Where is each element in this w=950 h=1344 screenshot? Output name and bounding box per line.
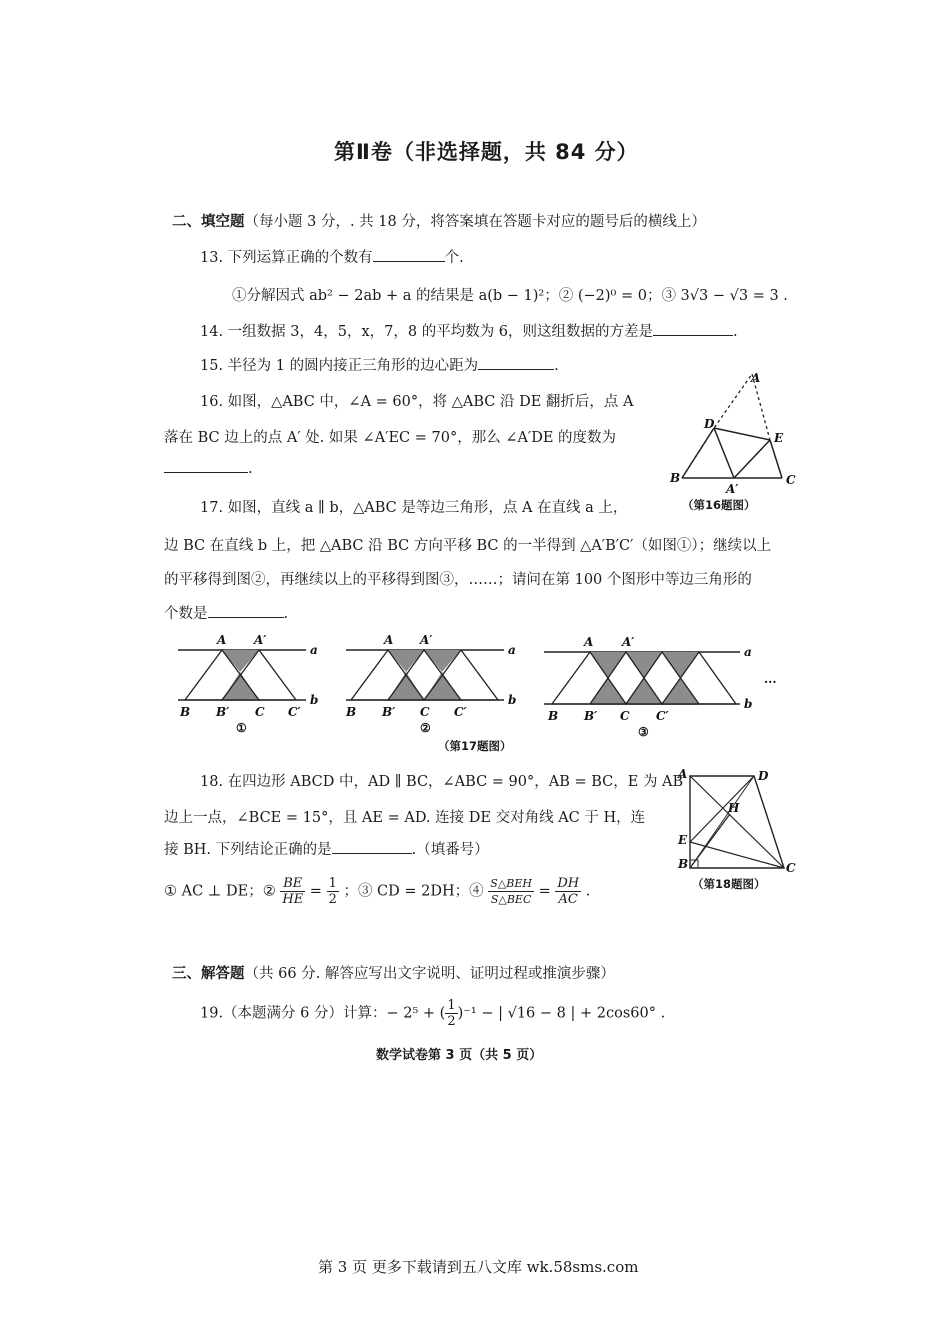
fig18-label-b: B: [678, 857, 689, 871]
q19-frac-half: [445, 998, 457, 1029]
q18-frac2-den: 2: [328, 892, 337, 907]
question-19: [200, 998, 665, 1029]
fig17-p2-label-line-b: b: [508, 693, 517, 707]
q13-answer-blank[interactable]: [373, 247, 445, 262]
q18-frac3-den: S△BEC: [490, 893, 532, 906]
q17-answer-row: [164, 602, 288, 623]
fig17-p3-label-line-b: b: [744, 697, 753, 711]
q18-frac-area: [488, 876, 534, 907]
q18-opt1: ① AC ⊥ DE；②: [164, 883, 276, 900]
q18-frac1-den: HE: [282, 892, 304, 907]
q18-frac1-num: BE: [280, 876, 305, 892]
fig17-continuation-dots: ···: [764, 675, 777, 689]
fig16-label-a-prime: A′: [726, 482, 739, 496]
fig17-panel-2: [345, 633, 516, 735]
fig17-p3-label-a: A: [584, 635, 594, 649]
fig16-caption: （第16题图）: [682, 498, 756, 512]
fig17-p2-label-line-a: a: [508, 643, 516, 657]
fig17-p1-label-b-prime: B′: [216, 705, 230, 719]
fig18-caption: （第18题图）: [692, 877, 766, 891]
q18-options: [164, 876, 590, 907]
q18-eq-2: =: [538, 883, 551, 900]
q19-stem-b: )⁻¹ − | √16 − 8 | + 2cos60° .: [457, 1005, 666, 1022]
figure-17: [170, 628, 800, 746]
q18-frac4-den: AC: [558, 892, 578, 907]
section-3-header: [172, 962, 615, 983]
section-3-note: （共 66 分. 解答应写出文字说明、证明过程或推演步骤）: [244, 966, 615, 982]
section-2-header: [172, 210, 706, 231]
fig18-label-a: A: [678, 767, 688, 781]
q14-stem: 14. 一组数据 3，4，5，x，7，8 的平均数为 6，则这组数据的方差是: [200, 324, 654, 340]
section-3-title: 三、解答题: [172, 965, 245, 982]
section-2-title: 二、填空题: [172, 213, 245, 230]
site-footer: 第 3 页 更多下载请到五八文库 wk.58sms.com: [318, 1258, 639, 1276]
question-13: [200, 246, 464, 267]
q16-line-2: 落在 BC 边上的点 A′ 处. 如果 ∠A′EC = 70°，那么 ∠A′DE 的度数为: [164, 430, 617, 446]
fig17-p3-label-a-prime: A′: [622, 635, 635, 649]
fig17-panel-1: [178, 633, 318, 735]
fig17-p2-label-a: A: [384, 633, 394, 647]
fig17-p3-label-line-a: a: [744, 645, 752, 659]
fig17-p3-number: ③: [638, 725, 649, 739]
q17-answer-blank[interactable]: [208, 603, 284, 618]
q14-end: .: [733, 324, 738, 340]
fig17-p1-label-a: A: [217, 633, 227, 647]
figure-18: [672, 764, 802, 876]
q18-line-3-end: .（填番号）: [411, 842, 489, 858]
q17-line-2: 边 BC 在直线 b 上，把 △ABC 沿 BC 方向平移 BC 的一半得到 △A′B′C′（如图①）；继续以上: [164, 538, 772, 554]
fig16-label-c: C: [786, 473, 796, 487]
fig18-label-e: E: [678, 833, 688, 847]
fig17-p2-label-c-prime: C′: [454, 705, 467, 719]
fig17-p3-label-b: B: [548, 709, 559, 723]
page-number-footer: 数学试卷第 3 页（共 5 页）: [376, 1048, 543, 1063]
q16-end: .: [248, 461, 253, 477]
fig18-label-c: C: [786, 861, 796, 875]
fig16-ea1: [734, 440, 770, 478]
q19-frac-num: 1: [447, 998, 456, 1013]
fig18-label-d: D: [758, 769, 769, 783]
fig18-label-h: H: [728, 801, 740, 815]
q16-answer-blank[interactable]: [164, 458, 248, 473]
fig16-label-a: A: [751, 371, 761, 385]
section-2-note: （每小题 3 分，. 共 18 分，将答案填在答题卡对应的题号后的横线上）: [244, 214, 706, 230]
fig17-p3-label-c-prime: C′: [656, 709, 669, 723]
q13-stem-end: 个.: [444, 250, 464, 266]
q16-answer-row: [164, 458, 253, 477]
q18-line-1: 18. 在四边形 ABCD 中，AD ∥ BC，∠ABC = 90°，AB = BC，E 为 AB: [200, 774, 684, 790]
q18-frac2-num: 1: [328, 876, 337, 891]
fig17-p1-number: ①: [236, 721, 247, 735]
q15-stem: 15. 半径为 1 的圆内接正三角形的边心距为: [200, 358, 479, 374]
fig17-p3-label-c: C: [620, 709, 630, 723]
q18-answer-blank[interactable]: [332, 839, 412, 854]
q17-line-3: 的平移得到图②，再继续以上的平移得到图③，……；请问在第 100 个图形中等边三角形的: [164, 572, 752, 588]
figure-16: [660, 368, 800, 508]
fig17-p1-label-b: B: [180, 705, 191, 719]
q17-line-1: 17. 如图，直线 a ∥ b，△ABC 是等边三角形，点 A 在直线 a 上，: [200, 500, 628, 516]
q18-end: .: [585, 883, 591, 900]
fig17-p1-label-c: C: [255, 705, 265, 719]
fig16-label-d: D: [704, 417, 715, 431]
fig17-p2-label-b-prime: B′: [382, 705, 396, 719]
q15-answer-blank[interactable]: [478, 355, 554, 370]
fig17-p2-label-a-prime: A′: [420, 633, 433, 647]
q18-eq-1: =: [309, 883, 322, 900]
q14-answer-blank[interactable]: [653, 321, 733, 336]
q18-line-3: 接 BH. 下列结论正确的是: [164, 842, 332, 858]
q17-end: .: [283, 606, 289, 622]
q19-frac-den: 2: [447, 1014, 456, 1029]
fig17-p3-label-b-prime: B′: [584, 709, 598, 723]
fig17-p1-label-line-a: a: [310, 643, 318, 657]
fig18-bd: [690, 776, 754, 868]
fig17-p2-label-c: C: [420, 705, 430, 719]
q19-stem-a: 19.（本题满分 6 分）计算：− 2⁵ + (: [200, 1005, 446, 1022]
fig17-p1-label-line-b: b: [310, 693, 319, 707]
fig16-da1: [714, 428, 734, 478]
fig16-side-ec: [770, 440, 782, 478]
q18-frac-be-he: [280, 876, 305, 907]
q18-frac-dh-ac: [555, 876, 581, 907]
fig17-p1-label-a-prime: A′: [254, 633, 267, 647]
q18-frac4-num: DH: [557, 876, 580, 891]
question-15: [200, 354, 559, 375]
q18-opt3: ；③ CD = 2DH；④: [343, 883, 484, 900]
page-title: 第Ⅱ卷（非选择题，共 84 分）: [334, 140, 639, 164]
fig17-p2-number: ②: [420, 721, 431, 735]
fig18-diag-ac: [690, 776, 784, 868]
q18-line-3-row: [164, 838, 489, 859]
question-14: [200, 320, 738, 341]
fig16-side-bd: [682, 428, 714, 478]
fig17-p1-label-c-prime: C′: [288, 705, 301, 719]
q15-end: .: [554, 358, 559, 374]
fig17-panel-3: [544, 635, 777, 739]
q18-frac-half: [327, 876, 339, 907]
q13-items: ①分解因式 ab² − 2ab + a 的结果是 a(b − 1)²；② (−2)⁰ = 0；③ 3√3 − √3 = 3 .: [232, 288, 788, 304]
q17-line-4: 个数是: [164, 606, 208, 622]
fig16-label-e: E: [774, 431, 784, 445]
fig16-fold-de: [714, 428, 770, 440]
q13-stem: 13. 下列运算正确的个数有: [200, 250, 373, 266]
fig17-caption: （第17题图）: [438, 739, 512, 753]
fig17-p2-label-b: B: [346, 705, 357, 719]
q16-line-1: 16. 如图，△ABC 中，∠A = 60°，将 △ABC 沿 DE 翻折后，点 A: [200, 394, 634, 410]
q18-line-2: 边上一点，∠BCE = 15°，且 AE = AD. 连接 DE 交对角线 AC 于 H，连: [164, 810, 646, 826]
q18-frac3-num: S△BEH: [490, 877, 532, 890]
fig16-label-b: B: [670, 471, 681, 485]
